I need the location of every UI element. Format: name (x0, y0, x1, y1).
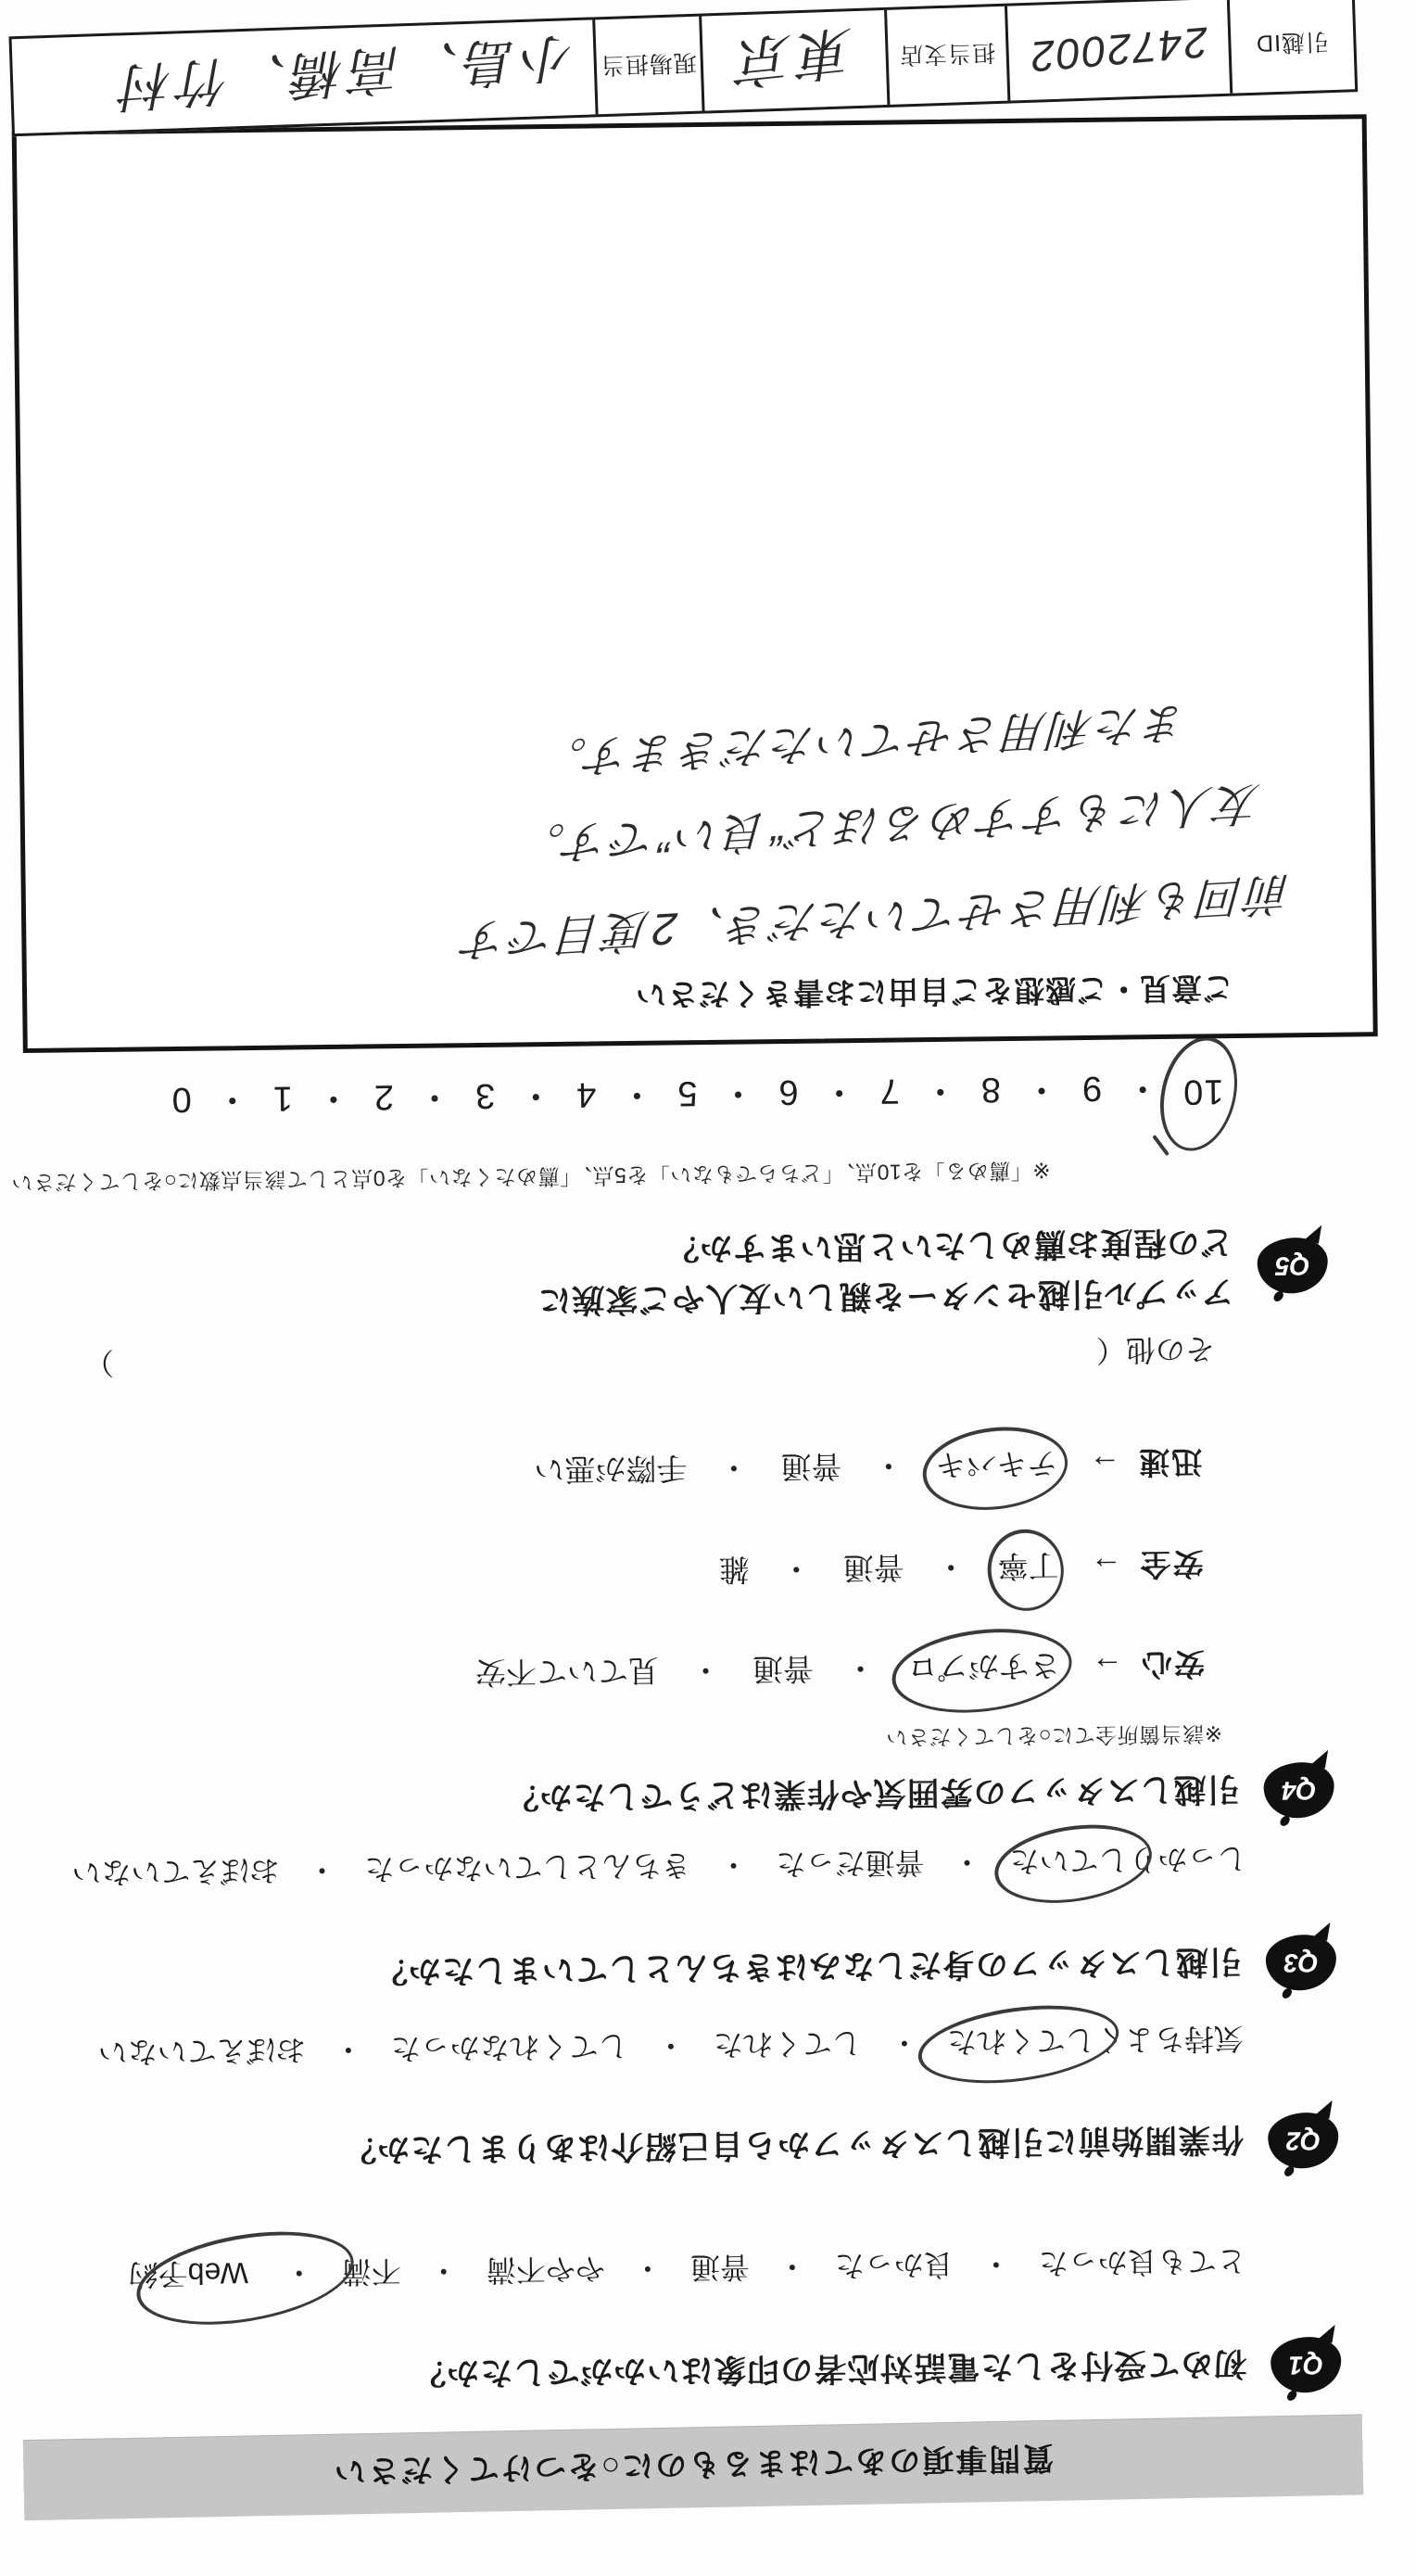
field-value-staff (12, 19, 596, 133)
q4-note: ※該当箇所全てに○をしてください (885, 1721, 1223, 1750)
arrow-icon: → (1091, 1649, 1124, 1685)
q2-option: ・ してくれなかった (391, 2025, 714, 2072)
q4-row1-option: ・ 見ていて不安 (475, 1649, 753, 1696)
q5-score: ・ 0 (171, 1077, 272, 1129)
q5-score: ・ 7 (879, 1068, 980, 1120)
q4-row-label: 安全 (1138, 1546, 1204, 1582)
q3-option: ・ きちんとしていなかった (364, 1845, 777, 1892)
q2-badge-label: Q2 (1285, 2126, 1321, 2156)
q5-note: ※「薦める」を10点、「どちらでもない」を5点、「薦めたくない」を0点として該当点数に○をしてください (10, 1158, 1051, 1196)
field-value-branch (699, 10, 887, 111)
q3-option: ・ おぼえていない (71, 1850, 365, 1897)
q3-option: ・ 普通だった (776, 1842, 1010, 1887)
q3-option-label: しっかりしていた (1009, 1841, 1247, 1879)
q5-score: ・ 1 (272, 1075, 373, 1127)
handwritten-move-id: 2472002 (1027, 18, 1210, 82)
q4-other-line (84, 1329, 1216, 1386)
q5-score: ・ 2 (373, 1074, 475, 1126)
q4-row2-option-circled (997, 1545, 1059, 1590)
field-value-move-id (1005, 0, 1230, 101)
q1-option-circled (128, 2252, 342, 2298)
q5-badge (1257, 1237, 1328, 1294)
handwritten-comment-line: 前回も利用させていただき、2度目です (459, 868, 1293, 965)
q4-row2-option: ・ 普通 (842, 1546, 998, 1592)
q1-options (128, 2241, 1246, 2298)
q5-badge-label: Q5 (1274, 1250, 1310, 1281)
q5-scale (171, 1065, 1223, 1129)
q5-score: ・ 4 (575, 1072, 677, 1123)
question-4 (505, 1762, 1334, 1828)
q4-row-label: 迅速 (1137, 1444, 1203, 1480)
arrow-icon: → (1090, 1549, 1122, 1585)
q5-score: ・ 3 (474, 1073, 576, 1125)
q5-score: ・ 5 (676, 1071, 778, 1123)
q2-option-circled (947, 2019, 1245, 2065)
q2-option: ・ してくれた (714, 2023, 948, 2068)
q4-row-anshin (475, 1643, 1206, 1696)
q5-score: ・ 8 (980, 1067, 1082, 1119)
q5-score: ・ 6 (778, 1070, 879, 1122)
q2-option-label: 気持ちよくしてくれた (946, 2022, 1245, 2059)
field-label-staff: 現場担当 (592, 17, 702, 115)
q4-row3-option-circled (935, 1443, 1058, 1489)
q4-other-label: その他 (1125, 1332, 1216, 1367)
q1-option: ・ やや不満 (487, 2248, 691, 2293)
q4-row3-option: ・ 普通 (780, 1445, 936, 1491)
q1-option-label: Web予約 (128, 2256, 249, 2291)
handwritten-branch: 東京 (729, 19, 858, 94)
q4-row1-option: ・ 普通 (752, 1647, 908, 1693)
q1-badge-label: Q1 (1288, 2350, 1324, 2380)
question-3 (374, 1935, 1337, 2002)
comment-box-label: ご意見・ご感想をご自由にお書きください (634, 971, 1234, 1012)
handwritten-staff-names: 小島、高橋、竹村 (114, 27, 577, 118)
q1-option: ・ 不満 (342, 2251, 487, 2295)
arrow-icon: → (1089, 1447, 1121, 1483)
q4-row-anzen (718, 1543, 1204, 1593)
field-label-move-id: 引越ID (1227, 0, 1355, 94)
q4-text: 引越しスタッフの雰囲気や作業はどうでしたか？ (505, 1770, 1240, 1816)
q5-score-circled (1182, 1071, 1224, 1111)
q1-option: とても良かった (1038, 2243, 1247, 2280)
q5-text (537, 1216, 1233, 1326)
q4-row2-option-label: 丁寧 (997, 1548, 1059, 1584)
q4-row3-option: ・ 手際が悪い (534, 1447, 781, 1493)
q1-text: 初めて受付をした電話対応者の印象はいかがでしたか？ (412, 2344, 1247, 2392)
q4-row1-option-circled (907, 1645, 1061, 1691)
q3-option-circled (1009, 1839, 1247, 1884)
q4-row-jinsoku (534, 1441, 1203, 1493)
question-2 (343, 2113, 1339, 2180)
q4-row3-option-label: テキパキ (935, 1446, 1058, 1483)
q1-option: ・ 普通 (690, 2246, 836, 2290)
q3-badge (1266, 1935, 1337, 1991)
q2-options (98, 2019, 1245, 2075)
question-1 (412, 2337, 1342, 2404)
handwritten-comment-line: また利用させていただきます。 (539, 697, 1188, 784)
comment-box (12, 114, 1378, 1053)
paren-open: （ (1095, 1333, 1127, 1367)
q2-badge (1268, 2113, 1339, 2169)
q4-row1-option-label: さすがプロ (906, 1648, 1061, 1685)
q3-text: 引越しスタッフの身だしなみはきちんとしていましたか？ (373, 1943, 1243, 1990)
q5-score: ・ 9 (1081, 1066, 1183, 1118)
handwritten-comment-line: 友人にもすすめるほど“良い”です。 (516, 777, 1261, 869)
q4-row-label: 安心 (1139, 1646, 1206, 1682)
q4-badge (1263, 1762, 1334, 1819)
q4-row2-option: ・ 雑 (718, 1548, 843, 1593)
form-title: 質問事項のあてはまるものに○をつけてください (332, 2440, 1055, 2490)
field-label-branch: 担当支店 (884, 6, 1007, 105)
form-title-bar (23, 2415, 1363, 2520)
q3-options (71, 1839, 1247, 1896)
q2-option: ・ おぼえていない (98, 2029, 392, 2075)
q5-text-line2: どの程度お薦めしたいと思いますか？ (665, 1223, 1233, 1267)
question-5 (537, 1214, 1328, 1325)
q3-badge-label: Q3 (1283, 1948, 1319, 1978)
q5-text-line1: アップル引越センターを親しい友人やご家族に (537, 1274, 1234, 1319)
q2-text: 作業開始前に引越しスタッフから自己紹介はありましたか？ (343, 2121, 1245, 2168)
q1-badge (1271, 2337, 1342, 2393)
q5-score-label: 10 (1182, 1072, 1224, 1111)
paren-close: ） (83, 1345, 115, 1380)
q4-other-blank (114, 1331, 1096, 1343)
q1-option: ・ 良かった (835, 2244, 1040, 2290)
q4-badge-label: Q4 (1281, 1776, 1317, 1806)
